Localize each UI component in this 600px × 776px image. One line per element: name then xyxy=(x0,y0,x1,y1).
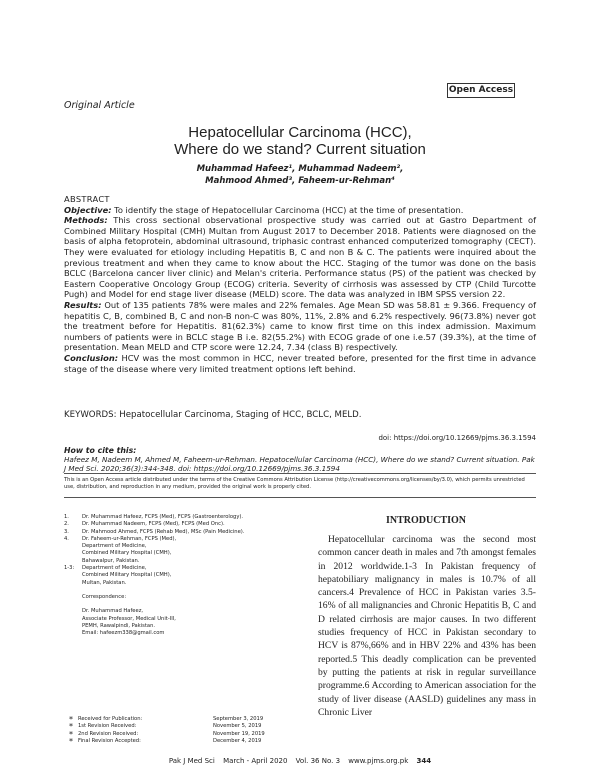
affiliation-number: 3. xyxy=(64,528,69,535)
affiliation-line: Department of Medicine, xyxy=(82,543,147,550)
affiliation-line: Multan, Pakistan. xyxy=(82,579,127,586)
date-row xyxy=(64,716,319,723)
affiliation-line: Bahawalpur, Pakistan. xyxy=(82,557,140,564)
introduction-heading: INTRODUCTION xyxy=(385,515,466,526)
conclusion-text: HCV was the most common in HCC, never treated before, presented for the first time in advance stage of the disease where very limited treatment options left behind. xyxy=(64,352,536,374)
asterisk-icon: * xyxy=(69,722,73,732)
footer-volume: Vol. 36 No. 3 xyxy=(295,757,341,765)
date-label: 2nd Revision Received: xyxy=(78,730,139,737)
affiliation-line: Combined Military Hospital (CMH), xyxy=(82,550,172,557)
objective-label: Objective: xyxy=(64,204,112,215)
divider xyxy=(64,497,536,498)
license-text: This is an Open Access article distributed under the terms of the Creative Commons Attribution License (http://creativecommons.org/licenses/by/3.0), which permits unrestricted use, distribution, and reproduction in any medium, provided the original work is properly cited. xyxy=(64,477,525,491)
paper-title xyxy=(0,124,600,158)
keywords: KEYWORDS: Hepatocellular Carcinoma, Staging of HCC, BCLC, MELD. xyxy=(64,410,362,420)
article-type: Original Article xyxy=(64,100,135,111)
abstract-objective xyxy=(64,205,536,216)
correspondence-line: Dr. Muhammad Hafeez, xyxy=(82,608,144,615)
correspondence-line: Associate Professor, Medical Unit-III, xyxy=(82,615,176,622)
affiliation-line: Dr. Muhammad Hafeez, FCPS (Med), FCPS (Gastroenterology). xyxy=(82,514,244,520)
date-value: September 3, 2019 xyxy=(213,716,264,722)
how-to-cite-label: How to cite this: xyxy=(64,446,137,455)
title-line-2: Where do we stand? Current situation xyxy=(174,141,426,158)
authors-line-1: Muhammad Hafeez¹, Muhammad Nadeem², xyxy=(196,164,404,174)
affiliation-number: 2. xyxy=(64,521,69,528)
date-value: November 5, 2019 xyxy=(213,723,262,730)
date-row xyxy=(64,731,319,738)
objective-text: To identify the stage of Hepatocellular Carcinoma (HCC) at the time of presentation. xyxy=(111,204,464,215)
date-value: December 4, 2019 xyxy=(213,738,262,745)
authors xyxy=(0,163,600,187)
affiliation-item xyxy=(64,514,304,521)
methods-text: This cross sectional observational prospective study was carried out at Gastro Department of Combined Military Hospital (CMH) Multan from August 2017 to December 2018. Patients were diagnosed on the basis of alpha fetoprotein, abdominal ultrasound, triphasic contrast enhanced computerized tomography (CECT). They were evaluated for etiology including Hepatitis B, C and non B & C. The patients were inquired about the previous treatment and when they came to know about the HCC. Staging of the tumor was done on the basis BCLC (Barcelona cancer liver clinic) and Melan's criteria. Performance status (PS) of the patient was checked by Eastern Cooperative Oncology Group (ECOG) criteria. Severity of cirrhosis was assessed by CTP (Child Turcotte Pugh) and Model for end stage liver disease (MELD) score. The data was analyzed in IBM SPSS version 22. xyxy=(64,215,536,300)
page-number: 344 xyxy=(416,757,432,765)
affiliation-number: 1. xyxy=(64,514,69,520)
correspondence-line: PEMH, Rawalpindi, Pakistan. xyxy=(82,622,156,629)
correspondence-email[interactable]: Email: hafeezm338@gmail.com xyxy=(82,630,165,637)
affiliation-number: 1-3: xyxy=(64,565,75,572)
date-value: November 19, 2019 xyxy=(213,730,265,737)
footer-issue: March - April 2020 xyxy=(223,757,288,765)
date-row xyxy=(64,723,319,730)
abstract-methods xyxy=(64,215,536,300)
abstract xyxy=(64,194,536,374)
introduction-text: Hepatocellular carcinoma was the second most common cancer death in males and 7th amongst females in 2012 worldwide.1-3 In Pakistan frequency of hepatobiliary malignancy in males is 10.7% of all cancers.4 Prevalence of HCC in Pakistan varies 3.5-16% of all malignancies and Chronic Hepatitis B, C and D related cirrhosis are major causes. In two different studies frequency of HCC in Pakistan secondary to HCV is 87%,66% and in HBV 22% and 43% has been reported.5 This deadly complication can be prevented by putting the patients at risk in regular surveillance programme.6 According to American association for the study of liver disease (AASLD) guidelines any mass in Chronic Liver xyxy=(318,534,536,718)
asterisk-icon: * xyxy=(69,715,73,724)
submission-dates xyxy=(64,716,319,746)
doi-link[interactable]: doi: https://doi.org/10.12669/pjms.36.3.1594 xyxy=(378,434,536,442)
how-to-cite-text: Hafeez M, Nadeem M, Ahmed M, Faheem-ur-Rehman. Hepatocellular Carcinoma (HCC), Where do we stand? Current situation. Pak J Med Sci. 2020;36(3):344-348. doi: https://doi.org/10.12669/pjms.36.3.1594 xyxy=(64,455,535,474)
affiliation-line: Department of Medicine, xyxy=(82,565,147,572)
correspondence-label: Correspondence: xyxy=(82,593,127,600)
open-access-badge: Open Access xyxy=(447,83,515,98)
methods-label: Methods: xyxy=(64,215,108,226)
affiliation-line: Dr. Muhammad Nadeem, FCPS (Med), FCPS (Med Onc). xyxy=(82,521,225,528)
title-line-1: Hepatocellular Carcinoma (HCC), xyxy=(188,124,412,141)
affiliation-line: Dr. Faheem-ur-Rehman, FCPS (Med), xyxy=(82,535,177,542)
results-text: Out of 135 patients 78% were males and 22% females. Age Mean SD was 58.81 ± 9.366. Frequency of hepatitis C, B, combined B, C and non-B non-C was 80%, 11%, 2.8% and 6.2% respectively. 96(73.8%) never got the treatment before for Hepatitis. 81(62.3%) came to know first time on this index admission. Maximum numbers of patients were in BCLC stage B i.e. 82(55.2%) with ECOG grade of one i.e.57 (39.3%), at the time of presentation. Mean MELD and CTP score were 12.24, 7.34 (class B) respectively. xyxy=(64,299,536,353)
affiliations xyxy=(64,514,304,637)
affiliation-item xyxy=(64,521,304,528)
asterisk-icon: * xyxy=(69,737,73,747)
affiliation-number: 4. xyxy=(64,535,69,542)
abstract-conclusion xyxy=(64,353,536,374)
affiliation-item xyxy=(64,529,304,536)
footer-journal: Pak J Med Sci xyxy=(168,757,215,765)
authors-line-2: Mahmood Ahmed³, Faheem-ur-Rehman⁴ xyxy=(205,176,395,186)
how-to-cite xyxy=(64,446,536,474)
abstract-results xyxy=(64,300,536,353)
affiliation-item xyxy=(64,536,304,565)
abstract-heading: ABSTRACT xyxy=(64,194,110,204)
date-label: Received for Publication: xyxy=(78,716,143,722)
page-footer xyxy=(0,757,600,765)
affiliation-item xyxy=(64,565,304,587)
results-label: Results: xyxy=(64,299,102,310)
conclusion-label: Conclusion: xyxy=(64,352,119,363)
affiliation-line: Combined Military Hospital (CMH), xyxy=(82,572,172,579)
date-label: 1st Revision Received: xyxy=(78,723,137,730)
asterisk-icon: * xyxy=(69,729,73,739)
divider xyxy=(64,473,536,474)
date-row xyxy=(64,738,319,745)
correspondence xyxy=(64,594,304,637)
date-label: Final Revision Accepted: xyxy=(78,738,141,745)
footer-site[interactable]: www.pjms.org.pk xyxy=(348,757,409,765)
affiliation-line: Dr. Mahmood Ahmed, FCPS (Rehab Med), MSc (Pain Medicine). xyxy=(82,528,245,535)
